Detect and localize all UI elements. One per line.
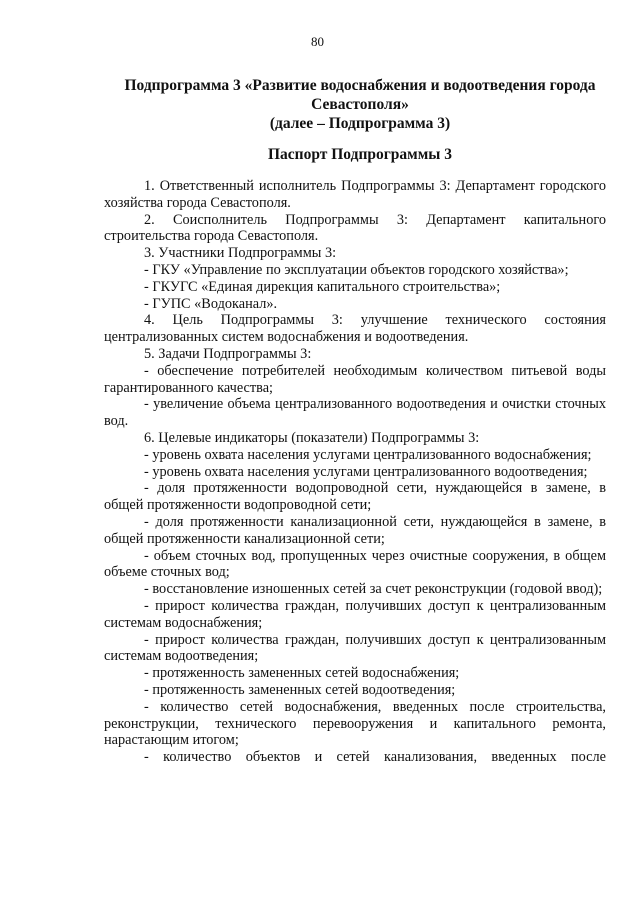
title-line: (далее – Подпрограмма 3) xyxy=(269,115,451,132)
document-body xyxy=(104,178,606,766)
paragraph: - количество объектов и сетей канализования, введенных после xyxy=(144,749,606,766)
paragraph: - восстановление изношенных сетей за счет реконструкции (годовой ввод); xyxy=(144,581,603,598)
paragraph: - количество сетей водоснабжения, введенных после строительства, реконструкции, технического перевооружения и капитального ремонта, нарастающим итогом; xyxy=(104,698,606,749)
paragraph: - уровень охвата населения услугами централизованного водоснабжения; xyxy=(144,446,592,463)
paragraph: - ГКУ «Управление по эксплуатации объектов городского хозяйства»; xyxy=(144,261,569,278)
paragraph: - протяженность замененных сетей водоснабжения; xyxy=(144,665,460,682)
paragraph: - доля протяженности канализационной сети, нуждающейся в замене, в общей протяженности канализационной сети; xyxy=(104,513,606,547)
paragraph: - доля протяженности водопроводной сети, нуждающейся в замене, в общей протяженности водопроводной сети; xyxy=(104,480,606,514)
paragraph: 3. Участники Подпрограммы 3: xyxy=(144,245,337,262)
passport-title: Паспорт Подпрограммы 3 xyxy=(267,146,453,163)
paragraph: - ГУПС «Водоканал». xyxy=(144,295,278,312)
paragraph: - обеспечение потребителей необходимым количеством питьевой воды гарантированного качества; xyxy=(104,362,606,396)
subprogram-title xyxy=(105,76,615,133)
page-number: 80 xyxy=(311,34,324,49)
paragraph: 5. Задачи Подпрограммы 3: xyxy=(144,345,312,362)
paragraph: - протяженность замененных сетей водоотведения; xyxy=(144,681,456,698)
paragraph: - увеличение объема централизованного водоотведения и очистки сточных вод. xyxy=(104,396,606,430)
paragraph: 4. Цель Подпрограммы 3: улучшение технического состояния централизованных систем водоснабжения и водоотведения. xyxy=(104,312,606,346)
paragraph: - ГКУГС «Единая дирекция капитального строительства»; xyxy=(144,278,501,295)
paragraph: 1. Ответственный исполнитель Подпрограммы 3: Департамент городского хозяйства города Севастополя. xyxy=(104,178,606,211)
paragraph: - уровень охвата населения услугами централизованного водоотведения; xyxy=(144,463,588,480)
paragraph: - прирост количества граждан, получивших доступ к централизованным системам водоотведения; xyxy=(104,631,606,665)
paragraph: 6. Целевые индикаторы (показатели) Подпрограммы 3: xyxy=(144,429,480,446)
paragraph: 2. Соисполнитель Подпрограммы 3: Департамент капитального строительства города Севастополя. xyxy=(104,211,606,245)
paragraph: - прирост количества граждан, получивших доступ к централизованным системам водоснабжения; xyxy=(104,597,606,631)
paragraph: - объем сточных вод, пропущенных через очистные сооружения, в общем объеме сточных вод; xyxy=(104,547,606,581)
title-line: Подпрограмма 3 «Развитие водоснабжения и водоотведения города xyxy=(124,77,596,94)
title-line: Севастополя» xyxy=(311,96,409,113)
